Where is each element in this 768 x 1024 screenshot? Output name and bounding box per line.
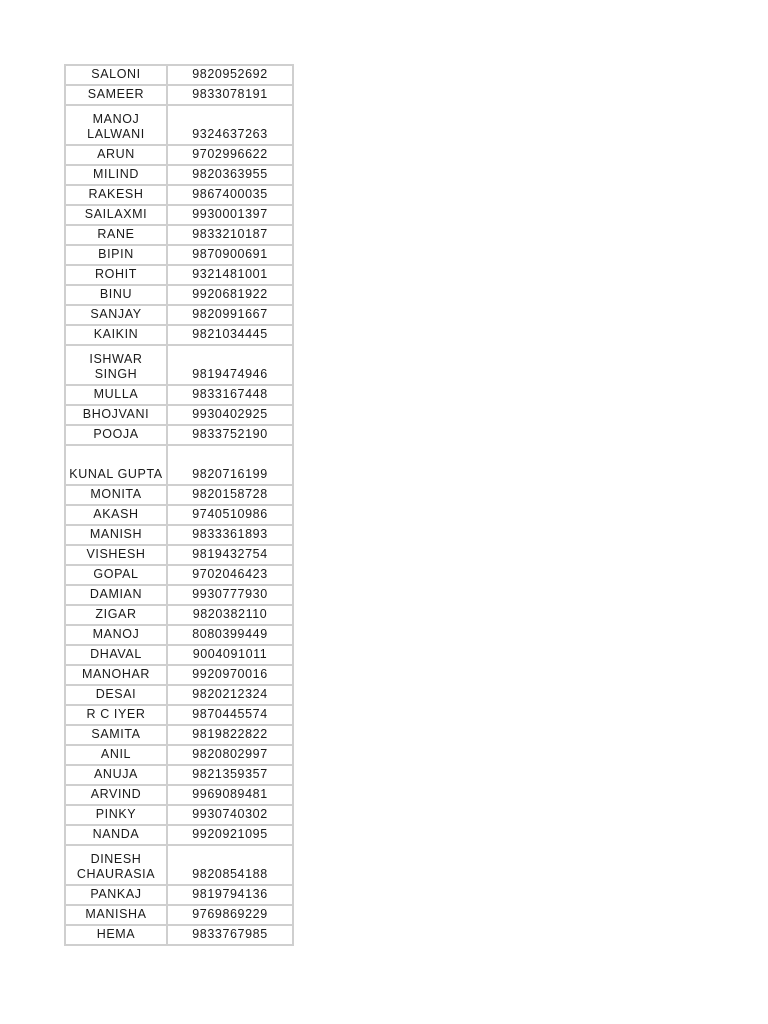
contact-name-cell: ISHWAR SINGH <box>65 345 167 385</box>
table-row <box>65 325 293 345</box>
contact-phone-cell: 9702996622 <box>167 145 293 165</box>
table-row <box>65 785 293 805</box>
contact-phone-cell: 9819474946 <box>167 345 293 385</box>
contact-name-cell: ROHIT <box>65 265 167 285</box>
contact-name-cell: MANOHAR <box>65 665 167 685</box>
contact-phone-cell: 8080399449 <box>167 625 293 645</box>
contact-name-cell: DESAI <box>65 685 167 705</box>
contact-phone-cell: 9819794136 <box>167 885 293 905</box>
table-row <box>65 265 293 285</box>
table-row <box>65 685 293 705</box>
contact-phone-cell: 9324637263 <box>167 105 293 145</box>
table-row <box>65 285 293 305</box>
table-row <box>65 545 293 565</box>
table-row <box>65 645 293 665</box>
contact-rows <box>65 65 293 945</box>
contact-name-cell: MANISHA <box>65 905 167 925</box>
contact-phone-cell: 9820952692 <box>167 65 293 85</box>
table-row <box>65 565 293 585</box>
contact-phone-cell: 9833167448 <box>167 385 293 405</box>
contact-phone-cell: 9833078191 <box>167 85 293 105</box>
contact-phone-cell: 9819432754 <box>167 545 293 565</box>
table-row <box>65 205 293 225</box>
table-row <box>65 305 293 325</box>
contact-phone-cell: 9820991667 <box>167 305 293 325</box>
contact-name-cell: VISHESH <box>65 545 167 565</box>
contact-name-cell: KUNAL GUPTA <box>65 445 167 485</box>
contact-phone-cell: 9821034445 <box>167 325 293 345</box>
contact-name-cell: MANOJ <box>65 625 167 645</box>
table-row <box>65 585 293 605</box>
table-row <box>65 925 293 945</box>
contact-phone-cell: 9930777930 <box>167 585 293 605</box>
table-row <box>65 225 293 245</box>
table-row <box>65 825 293 845</box>
table-row <box>65 185 293 205</box>
contact-name-cell: DHAVAL <box>65 645 167 665</box>
contact-name-cell: ARUN <box>65 145 167 165</box>
table-row <box>65 725 293 745</box>
contact-phone-cell: 9870445574 <box>167 705 293 725</box>
table-row <box>65 65 293 85</box>
contact-phone-cell: 9820802997 <box>167 745 293 765</box>
contact-phone-cell: 9821359357 <box>167 765 293 785</box>
table-row <box>65 245 293 265</box>
contact-name-cell: RAKESH <box>65 185 167 205</box>
contact-phone-cell: 9740510986 <box>167 505 293 525</box>
contact-phone-cell: 9820158728 <box>167 485 293 505</box>
contact-name-cell: HEMA <box>65 925 167 945</box>
contact-name-cell: SAILAXMI <box>65 205 167 225</box>
table-row <box>65 905 293 925</box>
contact-phone-cell: 9969089481 <box>167 785 293 805</box>
contact-name-cell: DAMIAN <box>65 585 167 605</box>
table-row <box>65 765 293 785</box>
contact-phone-cell: 9820363955 <box>167 165 293 185</box>
contact-phone-cell: 9930740302 <box>167 805 293 825</box>
table-row <box>65 485 293 505</box>
table-row <box>65 525 293 545</box>
contact-phone-cell: 9820212324 <box>167 685 293 705</box>
contact-name-cell: ANUJA <box>65 765 167 785</box>
contact-phone-cell: 9833767985 <box>167 925 293 945</box>
contact-name-cell: PANKAJ <box>65 885 167 905</box>
contact-name-cell: SANJAY <box>65 305 167 325</box>
contact-phone-cell: 9930402925 <box>167 405 293 425</box>
table-row <box>65 145 293 165</box>
table-row <box>65 705 293 725</box>
contact-name-cell: BHOJVANI <box>65 405 167 425</box>
contact-name-cell: ARVIND <box>65 785 167 805</box>
contact-name-cell: PINKY <box>65 805 167 825</box>
contact-name-cell: SAMEER <box>65 85 167 105</box>
contact-phone-cell: 9833210187 <box>167 225 293 245</box>
contact-phone-cell: 9920681922 <box>167 285 293 305</box>
contact-name-cell: GOPAL <box>65 565 167 585</box>
table-row <box>65 665 293 685</box>
table-row <box>65 625 293 645</box>
table-row <box>65 605 293 625</box>
contact-phone-cell: 9833361893 <box>167 525 293 545</box>
contact-name-cell: ZIGAR <box>65 605 167 625</box>
contact-name-cell: MULLA <box>65 385 167 405</box>
table-row <box>65 505 293 525</box>
table-row <box>65 845 293 885</box>
contact-name-cell: KAIKIN <box>65 325 167 345</box>
contact-phone-cell: 9820382110 <box>167 605 293 625</box>
contact-phone-cell: 9820716199 <box>167 445 293 485</box>
contact-phone-cell: 9321481001 <box>167 265 293 285</box>
table-row <box>65 405 293 425</box>
contact-name-cell: RANE <box>65 225 167 245</box>
contact-name-cell: MILIND <box>65 165 167 185</box>
contact-name-cell: MANOJ LALWANI <box>65 105 167 145</box>
contact-name-cell: R C IYER <box>65 705 167 725</box>
table-row <box>65 745 293 765</box>
contact-table <box>64 64 294 946</box>
contact-name-cell: NANDA <box>65 825 167 845</box>
contact-phone-cell: 9702046423 <box>167 565 293 585</box>
contact-name-cell: SAMITA <box>65 725 167 745</box>
contact-name-cell: ANIL <box>65 745 167 765</box>
table-row <box>65 345 293 385</box>
table-row <box>65 885 293 905</box>
table-row <box>65 105 293 145</box>
contact-phone-cell: 9820854188 <box>167 845 293 885</box>
contact-name-cell: BINU <box>65 285 167 305</box>
contact-name-cell: MANISH <box>65 525 167 545</box>
contact-phone-cell: 9920970016 <box>167 665 293 685</box>
table-row <box>65 805 293 825</box>
table-row <box>65 85 293 105</box>
table-row <box>65 165 293 185</box>
contact-name-cell: MONITA <box>65 485 167 505</box>
contact-phone-cell: 9004091011 <box>167 645 293 665</box>
contact-name-cell: POOJA <box>65 425 167 445</box>
contact-phone-cell: 9867400035 <box>167 185 293 205</box>
contact-name-cell: BIPIN <box>65 245 167 265</box>
contact-phone-cell: 9870900691 <box>167 245 293 265</box>
contact-phone-cell: 9769869229 <box>167 905 293 925</box>
contact-name-cell: AKASH <box>65 505 167 525</box>
contact-phone-cell: 9833752190 <box>167 425 293 445</box>
table-row <box>65 445 293 485</box>
contact-name-cell: SALONI <box>65 65 167 85</box>
contact-name-cell: DINESH CHAURASIA <box>65 845 167 885</box>
table-row <box>65 385 293 405</box>
contact-phone-cell: 9920921095 <box>167 825 293 845</box>
table-row <box>65 425 293 445</box>
contact-phone-cell: 9930001397 <box>167 205 293 225</box>
contact-phone-cell: 9819822822 <box>167 725 293 745</box>
